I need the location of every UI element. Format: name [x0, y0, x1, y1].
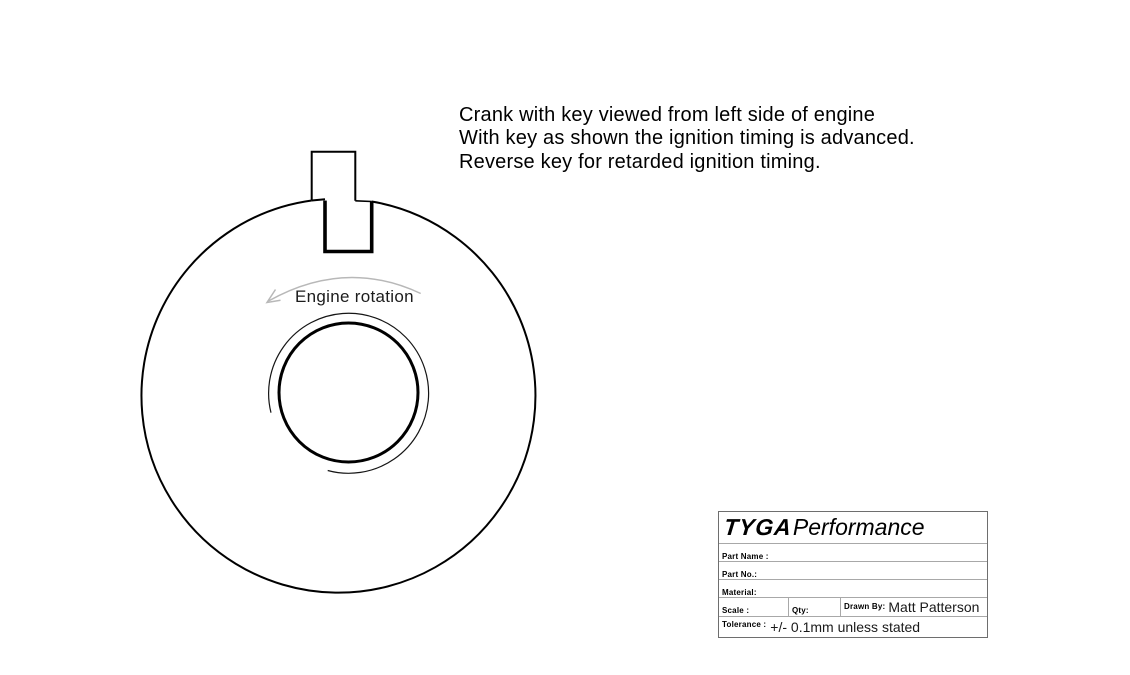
scale-cell — [719, 598, 789, 616]
bore-spiral-arc — [269, 313, 429, 473]
shaft-bore-circle — [279, 323, 418, 462]
note-line: With key as shown the ignition timing is advanced. — [459, 127, 915, 150]
material-label: Material: — [722, 588, 757, 597]
material-row — [719, 580, 987, 598]
tolerance-value: +/- 0.1mm unless stated — [770, 619, 921, 635]
engine-rotation-label: Engine rotation — [295, 287, 414, 306]
logo — [719, 512, 987, 544]
note-line: Reverse key for retarded ignition timing. — [459, 150, 821, 173]
tolerance-row — [719, 617, 987, 637]
part-name-label: Part Name : — [722, 552, 769, 561]
logo-brand-text: TYGA — [722, 514, 794, 540]
drawn-by-label: Drawn By: — [844, 602, 886, 611]
scale-qty-drawn-row — [719, 598, 987, 617]
drawn-by-value: Matt Patterson — [888, 599, 980, 615]
part-no-label: Part No.: — [722, 570, 758, 579]
tolerance-label: Tolerance : — [722, 620, 767, 629]
keyway-slot — [325, 199, 372, 252]
note-line: Crank with key viewed from left side of engine — [459, 104, 876, 126]
part-no-row — [719, 562, 987, 580]
qty-cell — [789, 598, 841, 616]
logo-suffix-text: Performance — [792, 514, 925, 540]
key — [312, 152, 356, 201]
key-step-left — [312, 199, 325, 200]
drawn-by-cell — [841, 598, 987, 616]
instruction-notes — [459, 104, 1039, 174]
part-name-row — [719, 544, 987, 562]
scale-label: Scale : — [722, 606, 750, 615]
title-block — [718, 511, 988, 638]
qty-label: Qty: — [792, 606, 809, 615]
crank-outer-circle — [141, 201, 535, 593]
key-step-right — [355, 201, 371, 202]
